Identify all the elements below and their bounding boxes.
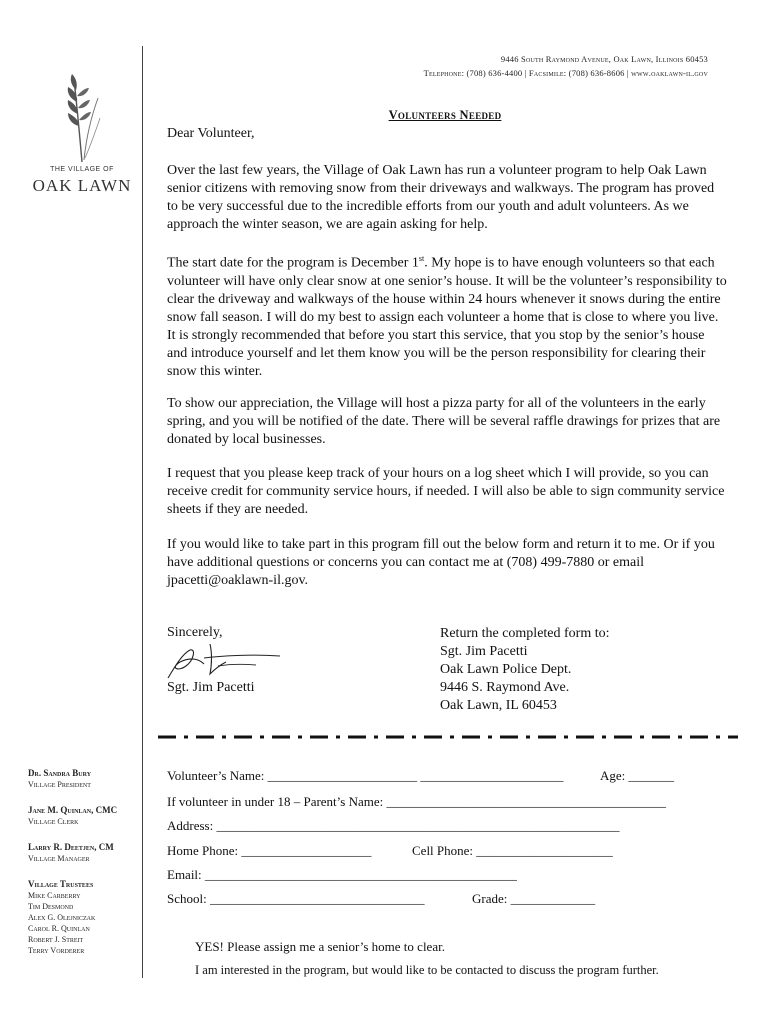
signer-name: Sgt. Jim Pacetti bbox=[167, 680, 255, 695]
logo-subtitle: THE VILLAGE OF bbox=[50, 166, 114, 173]
school-field[interactable]: School: _________________________________ bbox=[167, 891, 425, 906]
staff-president bbox=[28, 768, 91, 790]
address-field[interactable]: Address: ______________________________________________________________ bbox=[167, 818, 620, 833]
ordinal-suffix: st bbox=[418, 254, 425, 263]
president-name: Dr. Sandra Bury bbox=[28, 768, 92, 778]
manager-role: Village Manager bbox=[28, 854, 90, 863]
trustee-name: Robert J. Streit bbox=[28, 935, 84, 944]
clerk-name: Jane M. Quinlan, CMC bbox=[28, 805, 118, 815]
manager-name: Larry R. Deetjen, CM bbox=[28, 842, 114, 852]
letter-title: Volunteers Needed bbox=[388, 108, 502, 122]
address-line: 9446 South Raymond Avenue, Oak Lawn, Illinois 60453 bbox=[500, 54, 708, 64]
trustee-name: Carol R. Quinlan bbox=[28, 924, 90, 933]
trustee-name: Alex G. Olejniczak bbox=[28, 913, 96, 922]
paragraph-start-date bbox=[167, 250, 727, 381]
logo-title: OAK LAWN bbox=[32, 176, 132, 195]
grade-field[interactable]: Grade: _____________ bbox=[472, 891, 596, 906]
clerk-role: Village Clerk bbox=[28, 817, 79, 826]
return-line: Oak Lawn Police Dept. bbox=[440, 662, 572, 677]
salutation: Dear Volunteer, bbox=[167, 126, 255, 141]
return-line: Sgt. Jim Pacetti bbox=[440, 644, 528, 659]
cut-line-divider bbox=[158, 735, 738, 739]
return-address-block bbox=[440, 625, 610, 715]
president-role: Village President bbox=[28, 780, 91, 789]
village-logo bbox=[30, 70, 138, 200]
trustee-name: Tim Desmond bbox=[28, 902, 74, 911]
home-phone-field[interactable]: Home Phone: ____________________ bbox=[167, 843, 372, 858]
cell-phone-field[interactable]: Cell Phone: _____________________ bbox=[412, 843, 613, 858]
return-line: Return the completed form to: bbox=[440, 626, 610, 641]
email-field[interactable]: Email: ________________________________________________ bbox=[167, 867, 517, 882]
trustee-name: Mike Carberry bbox=[28, 891, 81, 900]
letterhead-address bbox=[424, 52, 708, 80]
staff-clerk bbox=[28, 805, 117, 827]
signature-icon bbox=[160, 638, 290, 686]
sidebar-divider bbox=[142, 46, 143, 978]
start-date-text: The start date for the program is December 1 bbox=[167, 255, 419, 271]
parent-name-field[interactable]: If volunteer in under 18 – Parent’s Name: ___________________________________________ bbox=[167, 794, 666, 809]
option-yes[interactable]: YES! Please assign me a senior’s home to clear. bbox=[195, 939, 445, 954]
age-field[interactable]: Age: _______ bbox=[600, 768, 675, 783]
volunteer-name-field[interactable]: Volunteer’s Name: _______________________ ______________________ bbox=[167, 768, 564, 783]
paragraph-intro: Over the last few years, the Village of Oak Lawn has run a volunteer program to help Oak Lawn senior citizens with removing snow from their driveways and walkways. The program has proved to be very successful due to the incredible efforts from our youth and adult volunteers. As we approach the winter season, we are again asking for help. bbox=[167, 163, 715, 232]
paragraph-hours: I request that you please keep track of your hours on a log sheet which I will provide, so you can receive credit for community service hours, if needed. I will also be able to sign community service sheets if they are needed. bbox=[167, 466, 725, 517]
trustee-name: Terry Vorderer bbox=[28, 946, 85, 955]
paragraph-contact: If you would like to take part in this program fill out the below form and return it to me. Or if you have additional questions or concerns you can contact me at (708) 499-7880 or email jpacetti@oaklawn-il.gov. bbox=[167, 537, 715, 588]
contact-line: Telephone: (708) 636-4400 | Facsimile: (708) 636-8606 | www.oaklawn-il.gov bbox=[423, 68, 708, 78]
start-date-rest: . My hope is to have enough volunteers so that each volunteer will have only clear snow at one senior’s house. It will be the volunteer’s responsibility to clear the driveway and walkways of the house within 24 hours whenever it snows during the entire snow fall season. I will do my best to assign each volunteer a home that is close to where you live. It is strongly recommended that before you start this service, that you stop by the senior’s house and introduce yourself and let them know you will be the person responsibility for clearing their snow this winter. bbox=[167, 255, 727, 379]
staff-trustees bbox=[28, 879, 95, 956]
trustees-heading: Village Trustees bbox=[28, 879, 94, 889]
return-line: 9446 S. Raymond Ave. bbox=[440, 680, 570, 695]
return-line: Oak Lawn, IL 60453 bbox=[440, 698, 557, 713]
paragraph-appreciation: To show our appreciation, the Village will host a pizza party for all of the volunteers in the early spring, and you will be notified of the date. There will be several raffle drawings for prizes that are donated by local businesses. bbox=[167, 396, 721, 447]
staff-manager bbox=[28, 842, 114, 864]
option-contact[interactable]: I am interested in the program, but would like to be contacted to discuss the program further. bbox=[195, 963, 659, 977]
closing: Sincerely, bbox=[167, 625, 223, 640]
